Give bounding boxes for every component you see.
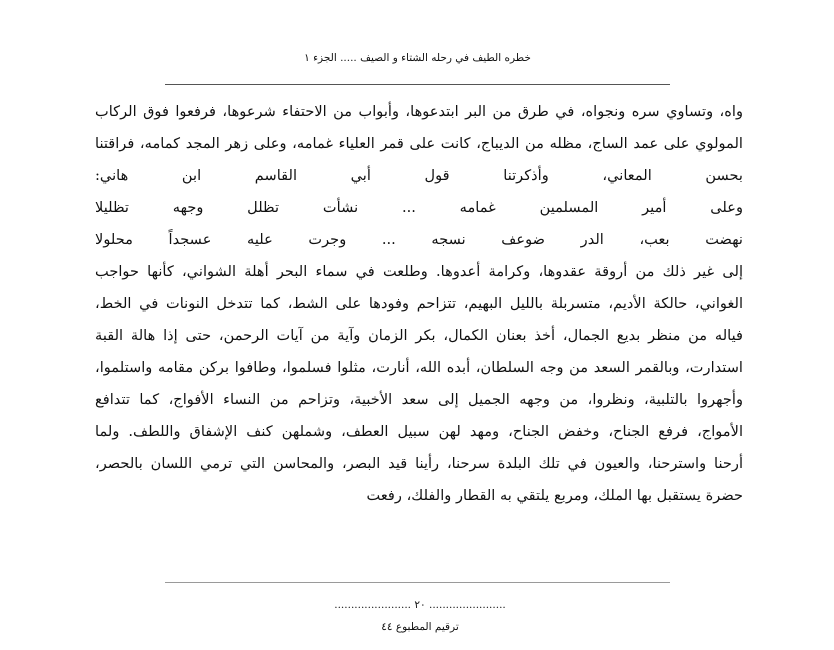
- header-divider: [165, 84, 670, 85]
- text-line-10: وأجهروا بالتلبية، ونظروا، من وجهه الجميل إلى سعد الأخبية، وتزاحم من النساء الأفواج، كما تتدافع: [95, 391, 743, 408]
- poem-verse-2: نهضت بعب، الدر ضوعف نسجه ... وجرت عليه عسجداً محلولا: [95, 231, 743, 248]
- text-line-11: الأمواج، فرفع الجناح، وخفض الجناح، ومهد لهن سبيل العطف، وشملهن كنف الإشفاق واللطف. ولما: [95, 423, 743, 440]
- poem-verse-1: وعلى أمير المسلمين غمامه ... نشأت تظلل وجهه تظليلا: [95, 199, 743, 216]
- text-line-12: أرحنا واسترحنا، والعيون في تلك البلدة سرحنا، رأينا قيد البصر، والمحاسن التي ترمي اللسان بالحصر،: [95, 455, 743, 472]
- text-line-2: المولوي على عمد الساج، مظله من الديباج، كانت على قمر العلياء غمامه، وعلى زهر المجد كمامه، فراقتنا: [95, 135, 743, 152]
- text-line-9: استدارت، وبالقمر السعد من وجه السلطان، أبده الله، أنارت، مثلوا فسلموا، وطافوا بركن مقامه واستلموا،: [95, 359, 743, 376]
- body-text: [95, 96, 743, 512]
- text-line-8: فياله من منظر بديع الجمال، أخذ بعنان الكمال، بكر الزمان وآية من آيات الرحمن، حتى إذا هالة القبة: [95, 327, 743, 344]
- text-line-13: حضرة يستقبل بها الملك، ومربع يلتقي به القطار والفلك، رفعت: [366, 487, 743, 504]
- text-line-6: إلى غير ذلك من أروقة عقدوها، وكرامة أعدوها. وطلعت في سماء البحر أهلة الشواني، كأنها حواجب: [95, 263, 743, 280]
- footer-divider: [165, 582, 670, 583]
- print-numbering: ترقيم المطبوع ٤٤: [381, 621, 459, 633]
- running-header: خطره الطيف في رحله الشتاء و الصيف ..... الجزء ١: [304, 52, 531, 64]
- text-line-3: بحسن المعاني، وأذكرتنا قول أبي القاسم ابن هاني:: [95, 167, 743, 184]
- text-line-1: واه، وتساوي سره ونجواه، في طرق من البر ابتدعوها، وأبواب من الاحتفاء شرعوها، فرفعوا فوق الركاب: [95, 103, 743, 120]
- text-line-7: الغواني، حالكة الأديم، متسربلة بالليل البهيم، تتزاحم وفودها على الشط، كما تتدخل النونات في الخط،: [95, 295, 743, 312]
- page-number: ....................... ٢٠ .......................: [334, 599, 506, 611]
